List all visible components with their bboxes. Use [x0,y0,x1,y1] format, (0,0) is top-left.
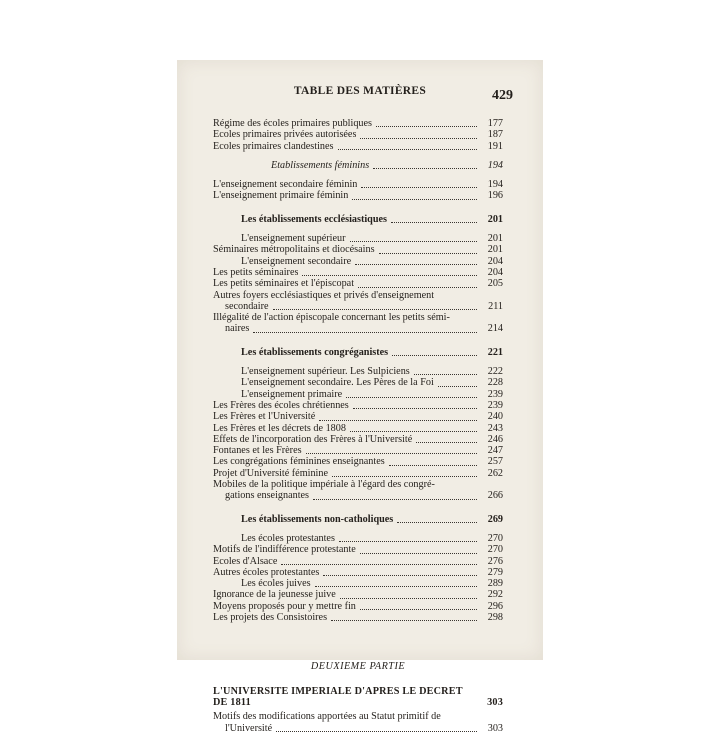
page-number: 429 [492,88,513,103]
toc-entry: Illégalité de l'action épiscopale concernant les petits sémi- [213,312,450,324]
toc-entry: Autres écoles protestantes 279 [213,566,503,578]
toc-section-heading: Les établissements congréganistes 221 [241,346,503,358]
toc-section-heading: Etablissements féminins 194 [271,159,503,171]
toc-entry: Ignorance de la jeunesse juive 292 [213,589,503,601]
toc-section-heading: Les établissements non-catholiques 269 [241,513,503,525]
toc-entry: Fontanes et les Frères 247 [213,445,503,457]
toc-entry: Les projets des Consistoires 298 [213,611,503,623]
toc-entry: Ecoles primaires clandestines 191 [213,140,503,152]
toc-entry: L'enseignement primaire féminin 196 [213,190,503,202]
table-of-contents [213,118,503,734]
toc-entry: Les congrégations féminines enseignantes 257 [213,456,503,468]
toc-entry: Ecoles primaires privées autorisées 187 [213,129,503,141]
part-heading: L'UNIVERSITE IMPERIALE D'APRES LE DECRET DE 1811 303 [213,686,503,709]
toc-entry: Mobiles de la politique impériale à l'égard des congré- [213,479,435,491]
toc-entry-continued: secondaire 211 [225,300,503,312]
toc-entry: Les Frères et les décrets de 1808 243 [213,422,503,434]
toc-section-heading: Les établissements ecclésiastiques 201 [241,213,503,225]
toc-entry: Motifs de l'indifférence protestante 270 [213,544,503,556]
page-title: TABLE DES MATIÈRES [293,85,427,97]
toc-entry: L'enseignement primaire 239 [241,388,503,400]
toc-entry: L'enseignement supérieur 201 [241,233,503,245]
toc-entry: Projet d'Université féminine 262 [213,467,503,479]
toc-entry: L'enseignement secondaire féminin 194 [213,179,503,191]
toc-entry-continued: naires 214 [225,323,503,335]
toc-entry: Régime des écoles primaires publiques 177 [213,118,503,129]
toc-entry: L'enseignement supérieur. Les Sulpiciens 222 [241,366,503,378]
toc-entry-continued: l'Université 303 [225,722,503,734]
toc-entry: Les petits séminaires et l'épiscopat 205 [213,278,503,290]
toc-entry: Effets de l'incorporation des Frères à l'Université 246 [213,433,503,445]
toc-entry: Autres foyers ecclésiastiques et privés d'enseignement [213,289,435,301]
toc-entry: Les petits séminaires 204 [213,266,503,278]
book-page [177,60,543,734]
toc-entry-continued: gations enseignantes 266 [225,490,503,502]
toc-entry: Motifs des modifications apportées au Statut primitif de [213,711,441,723]
toc-entry: L'enseignement secondaire. Les Pères de la Foi 228 [241,377,503,389]
toc-entry: Les écoles juives 289 [241,578,503,590]
part-title: DEUXIEME PARTIE [310,661,406,673]
toc-entry: Les Frères des écoles chrétiennes 239 [213,399,503,411]
toc-entry: Moyens proposés pour y mettre fin 296 [213,600,503,612]
toc-entry: L'enseignement secondaire 204 [241,255,503,267]
toc-entry: Ecoles d'Alsace 276 [213,555,503,567]
toc-entry: Les écoles protestantes 270 [241,532,503,544]
toc-entry: Les Frères et l'Université 240 [213,411,503,423]
toc-entry: Séminaires métropolitains et diocésains 201 [213,244,503,256]
